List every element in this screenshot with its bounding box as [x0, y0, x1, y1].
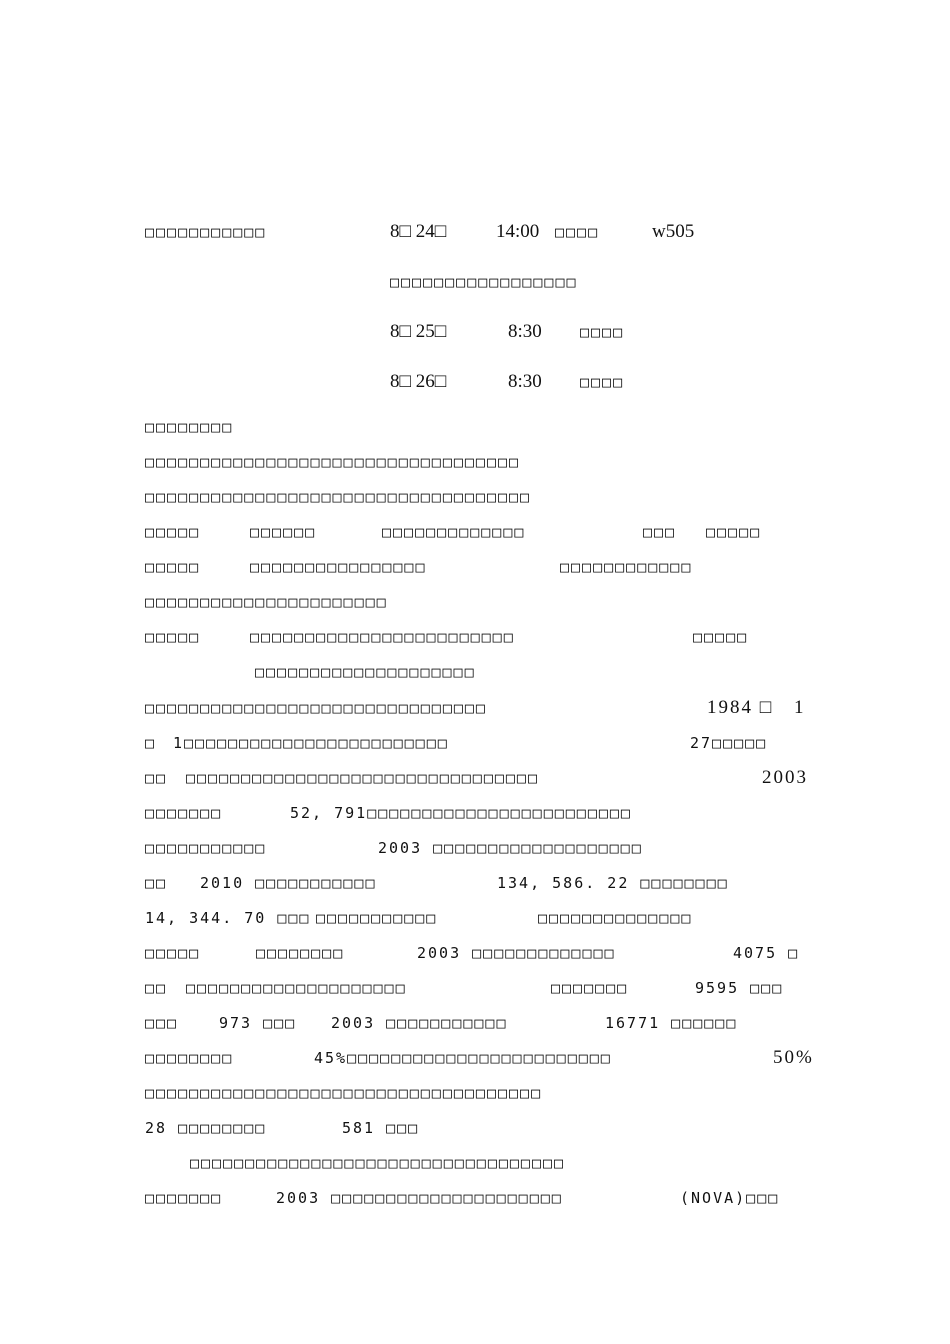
text-segment: 973 □□□: [219, 1014, 297, 1032]
schedule-date: 8□ 25□: [390, 321, 447, 342]
schedule-date: 8□ 26□: [390, 371, 447, 392]
schedule-row-3: [0, 320, 950, 344]
text-segment: 2003: [762, 767, 808, 788]
text-segment: □□□□□□□□□□□□□□□□□□□□□□□□□□□□□□□: [145, 699, 487, 717]
text-segment: □: [145, 734, 157, 752]
schedule-row-2: [0, 270, 950, 294]
body-line: [0, 660, 950, 684]
text-segment: □□: [145, 874, 168, 892]
text-segment: 2003 □□□□□□□□□□□□□: [417, 944, 616, 962]
body-line: [0, 1116, 950, 1140]
text-segment: □□□□□□□□□□□□□□□□□□□□□□□□□□□□□□□□: [186, 769, 539, 787]
schedule-time: 14:00: [496, 221, 540, 242]
body-line: [0, 696, 950, 720]
schedule-label: □□□□: [580, 373, 625, 391]
body-line: [0, 836, 950, 860]
text-segment: □□□□□□□□: [145, 418, 234, 436]
text-segment: 2010 □□□□□□□□□□□: [200, 874, 377, 892]
text-segment: □□□□□□□: [551, 979, 629, 997]
text-segment: □□□□□□□□□□□□□□□□□□□□: [186, 979, 407, 997]
schedule-date: 8□ 24□: [390, 221, 447, 242]
body-line: [0, 1186, 950, 1210]
schedule-time: 8:30: [508, 321, 542, 342]
text-segment: 16771 □□□□□□: [605, 1014, 738, 1032]
text-segment: □□□□□: [693, 628, 749, 646]
text-segment: 9595 □□□: [695, 979, 784, 997]
text-segment: □□□: [643, 523, 677, 541]
schedule-room: w505: [652, 221, 695, 242]
text-segment: □□: [145, 769, 168, 787]
text-segment: □□□□□□□□□□□□□□□□□□□□□□□□□□□□□□□□□□□□: [145, 1084, 543, 1102]
text-segment: □□□□□□□: [145, 1189, 223, 1207]
text-segment: □□□□□: [145, 523, 201, 541]
body-line: [0, 766, 950, 790]
text-segment: □□□□□: [145, 558, 201, 576]
text-segment: 134, 586. 22 □□□□□□□□: [497, 874, 729, 892]
body-line: [0, 976, 950, 1000]
text-segment: 28 □□□□□□□□: [145, 1119, 267, 1137]
body-line: [0, 1081, 950, 1105]
body-line: [0, 450, 950, 474]
text-segment: □□□□□□□□□□□: [145, 839, 267, 857]
text-segment: 50%: [773, 1047, 814, 1068]
text-segment: □□□□□□□□□□□□□□□□□□□□□□□□□□□□□□□□□□: [190, 1154, 566, 1172]
text-segment: □□□□□□□□□□□□□□□□□□□□□□□□□□□□□□□□□□□: [145, 488, 532, 506]
body-line: [0, 871, 950, 895]
text-segment: 2003 □□□□□□□□□□□: [331, 1014, 508, 1032]
text-segment: 27□□□□□: [690, 734, 768, 752]
text-segment: □□□□□□□□□□□□□□□□□□□□□□□□: [250, 628, 515, 646]
schedule-row-1: [0, 220, 950, 244]
text-segment: 4075 □: [733, 944, 800, 962]
text-segment: □□□: [145, 1014, 179, 1032]
text-segment: 1: [794, 697, 806, 718]
body-line: [0, 1046, 950, 1070]
body-line: [0, 801, 950, 825]
text-segment: □□: [145, 979, 168, 997]
body-line: [0, 625, 950, 649]
text-segment: 2003 □□□□□□□□□□□□□□□□□□□: [378, 839, 643, 857]
text-segment: (NOVA)□□□: [680, 1189, 780, 1207]
text-segment: □□□□□□□□□□□□: [560, 558, 693, 576]
text-segment: □□□□□□□□□□□□□: [382, 523, 526, 541]
text-segment: □□□□□□□□□□□□□□□□□□□□□□□□□□□□□□□□□□: [145, 453, 521, 471]
text-segment: □□□□□□□□□□□□□□□□□□□□: [255, 663, 476, 681]
schedule-label-2: □□□□: [555, 223, 600, 241]
text-segment: □□□□□: [145, 944, 201, 962]
schedule-row-4: [0, 370, 950, 394]
schedule-note: □□□□□□□□□□□□□□□□□: [390, 273, 578, 291]
schedule-time: 8:30: [508, 371, 542, 392]
text-segment: □□□□□□□□□□□: [316, 909, 438, 927]
text-segment: 14, 344. 70 □□□: [145, 909, 311, 927]
text-segment: □□□□□□: [250, 523, 317, 541]
text-segment: □□□□□□□□: [256, 944, 345, 962]
text-segment: □□□□□□□□□□□□□□: [538, 909, 693, 927]
body-line: [0, 520, 950, 544]
body-line: [0, 485, 950, 509]
text-segment: □□□□□□□□: [145, 1049, 234, 1067]
text-segment: 52, 791□□□□□□□□□□□□□□□□□□□□□□□□: [290, 804, 632, 822]
text-segment: □□□□□□□□□□□□□□□□□□□□□□: [145, 593, 388, 611]
text-segment: □□□□□□□: [145, 804, 223, 822]
body-line: [0, 906, 950, 930]
schedule-label: □□□□: [580, 323, 625, 341]
body-line: [0, 941, 950, 965]
body-line: [0, 555, 950, 579]
text-segment: □□□□□: [706, 523, 762, 541]
text-segment: 45%□□□□□□□□□□□□□□□□□□□□□□□□: [314, 1049, 612, 1067]
body-line: [0, 590, 950, 614]
text-segment: □□□□□: [145, 628, 201, 646]
body-line: [0, 415, 950, 439]
body-line: [0, 1151, 950, 1175]
text-segment: 2003 □□□□□□□□□□□□□□□□□□□□□: [276, 1189, 563, 1207]
text-segment: □□□□□□□□□□□□□□□□: [250, 558, 427, 576]
body-line: [0, 1011, 950, 1035]
schedule-label: □□□□□□□□□□□: [145, 223, 267, 241]
text-segment: 581 □□□: [342, 1119, 420, 1137]
text-segment: 1984 □: [707, 697, 774, 718]
body-line: [0, 731, 950, 755]
text-segment: 1□□□□□□□□□□□□□□□□□□□□□□□□: [173, 734, 449, 752]
